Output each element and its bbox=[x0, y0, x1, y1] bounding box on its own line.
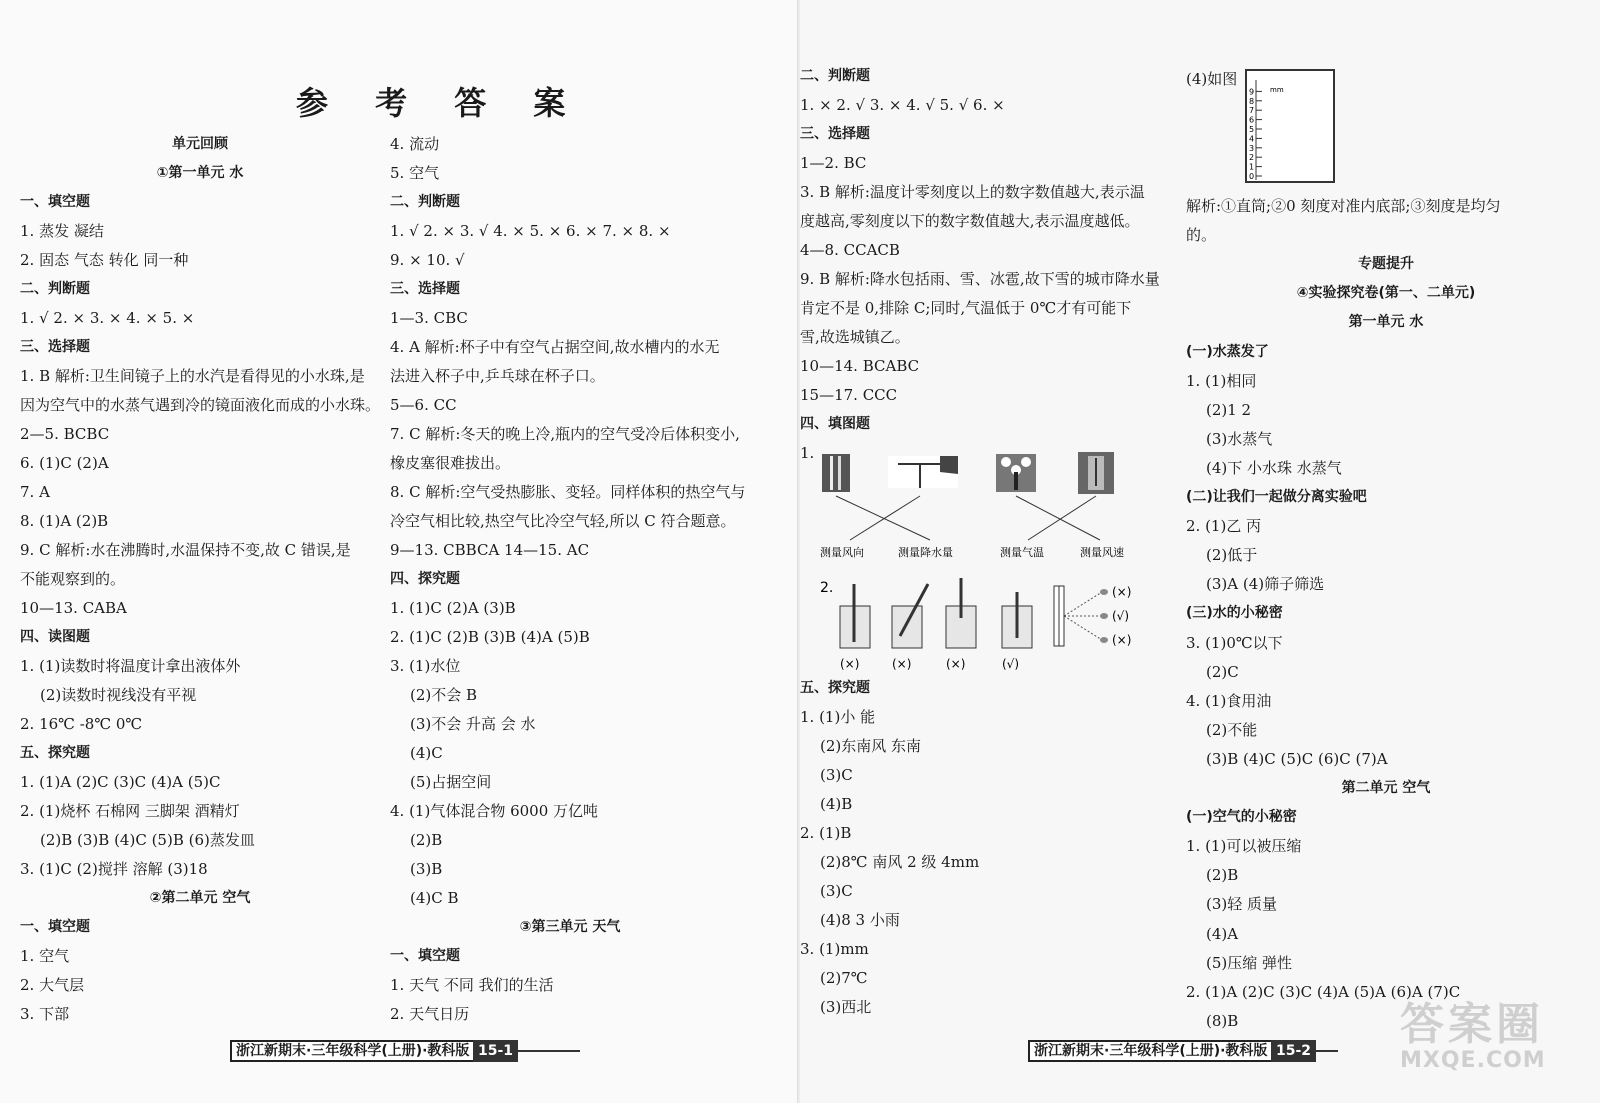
answer-line: 7. C 解析:冬天的晚上冷,瓶内的空气受冷后体积变小, bbox=[390, 425, 740, 443]
answer-line: (2)低于 bbox=[1206, 546, 1258, 565]
answer-line: (2)东南风 东南 bbox=[820, 737, 922, 755]
answer-line: 2. (1)C (2)B (3)B (4)A (5)B bbox=[390, 628, 590, 646]
answer-line: 3. (1)mm bbox=[800, 940, 869, 958]
answer-line: (5)压缩 弹性 bbox=[1206, 953, 1293, 972]
footer-label: 浙江新期末·三年级科学(上册)·教科版 bbox=[230, 1040, 475, 1062]
answer-line: (2)读数时视线没有平视 bbox=[40, 686, 197, 704]
gauge-tick-label: 0 bbox=[1249, 172, 1255, 181]
answer-line: 3. B 解析:温度计零刻度以上的数字数值越大,表示温 bbox=[800, 183, 1145, 201]
section-heading: (三)水的小秘密 bbox=[1186, 605, 1283, 622]
gauge-unit: mm bbox=[1270, 86, 1284, 94]
section-heading: 四、读图题 bbox=[20, 629, 90, 645]
answer-line: 3. 下部 bbox=[20, 1005, 70, 1023]
answer-line: (4)A bbox=[1206, 924, 1239, 943]
answer-line: 1. √ 2. × 3. × 4. × 5. × bbox=[20, 309, 195, 327]
reading-eye-figure bbox=[1054, 585, 1131, 647]
wind-vane-photo bbox=[888, 456, 958, 488]
answer-line: 1—3. CBC bbox=[390, 309, 468, 327]
footer-right bbox=[1028, 1040, 1338, 1062]
footer-label: 浙江新期末·三年级科学(上册)·教科版 bbox=[1028, 1040, 1273, 1062]
answer-line: 雪,故选城镇乙。 bbox=[800, 328, 910, 346]
section-heading: 第二单元 空气 bbox=[1341, 780, 1431, 796]
rain-gauge-figure bbox=[1240, 68, 1340, 188]
answer-line: 6. (1)C (2)A bbox=[20, 454, 109, 472]
answer-line: 4. (1)食用油 bbox=[1186, 691, 1272, 710]
answer-line: 1. (1)读数时将温度计拿出液体外 bbox=[20, 657, 241, 675]
answer-line: 2. (1)A (2)C (3)C (4)A (5)A (6)A (7)C bbox=[1186, 982, 1461, 1001]
answer-line: 2. 天气日历 bbox=[390, 1005, 470, 1023]
section-heading: 二、判断题 bbox=[800, 68, 870, 84]
fig1-label-2: 测量降水量 bbox=[898, 546, 953, 559]
section-heading: 五、探究题 bbox=[800, 680, 870, 696]
gauge-tick-label: 3 bbox=[1249, 143, 1255, 153]
beaker-mark-1: (×) bbox=[840, 657, 860, 671]
answer-line: 1. × 2. √ 3. × 4. √ 5. √ 6. × bbox=[800, 96, 1005, 114]
answer-line: (3)C bbox=[820, 882, 853, 900]
answer-line: 8. (1)A (2)B bbox=[20, 512, 109, 530]
page-number: 15-2 bbox=[1271, 1040, 1316, 1062]
answer-line: 法进入杯子中,乒乓球在杯子口。 bbox=[390, 367, 605, 385]
answer-line: (3)A (4)筛子筛选 bbox=[1206, 575, 1325, 594]
section-heading: 一、填空题 bbox=[20, 194, 90, 210]
section-heading: 二、判断题 bbox=[20, 281, 90, 297]
side-mark-3: (×) bbox=[1112, 633, 1132, 647]
answer-line: (4)B bbox=[820, 795, 853, 813]
answer-line: 肯定不是 0,排除 C;同时,气温低于 0℃才有可能下 bbox=[800, 299, 1132, 317]
section-heading: 三、选择题 bbox=[20, 339, 90, 355]
answer-line: 1. (1)A (2)C (3)C (4)A (5)C bbox=[20, 773, 221, 791]
answer-line: (2)不会 B bbox=[410, 686, 478, 704]
answer-line: (3)西北 bbox=[820, 998, 872, 1016]
thermometer-photo-1 bbox=[822, 454, 850, 492]
gauge-tick-label: 8 bbox=[1249, 96, 1255, 106]
page-title: 参 考 答 案 bbox=[296, 84, 584, 122]
answer-line: (2)B (3)B (4)C (5)B (6)蒸发皿 bbox=[40, 831, 255, 849]
answer-line: 15—17. CCC bbox=[800, 386, 898, 404]
answer-line: 1. (1)可以被压缩 bbox=[1186, 837, 1302, 856]
answer-line: 4. A 解析:杯子中有空气占据空间,故水槽内的水无 bbox=[390, 338, 720, 356]
answer-line: 2. 大气层 bbox=[20, 976, 85, 994]
answer-line: 3. (1)水位 bbox=[390, 657, 461, 675]
gauge-tick-label: 6 bbox=[1249, 115, 1255, 125]
answer-line: 1. (1)C (2)A (3)B bbox=[390, 599, 516, 617]
answer-line: 2. (1)烧杯 石棉网 三脚架 酒精灯 bbox=[20, 802, 240, 820]
answer-line: 2. (1)乙 丙 bbox=[1186, 517, 1262, 536]
answer-line: 2—5. BCBC bbox=[20, 425, 110, 443]
answer-line: (2)不能 bbox=[1206, 720, 1258, 739]
answer-line: 2. (1)B bbox=[800, 824, 852, 842]
gauge-tick-label: 1 bbox=[1249, 162, 1255, 172]
answer-line: 5. 空气 bbox=[390, 164, 440, 182]
section-heading: 第一单元 水 bbox=[1348, 314, 1424, 331]
answer-line: (3)C bbox=[820, 766, 853, 784]
answer-line: 不能观察到的。 bbox=[20, 570, 126, 588]
section-heading: 二、判断题 bbox=[390, 194, 460, 210]
answer-line: 1. (1)相同 bbox=[1186, 371, 1257, 390]
section-heading: ②第二单元 空气 bbox=[149, 890, 251, 906]
answer-line: 9. C 解析:水在沸腾时,水温保持不变,故 C 错误,是 bbox=[20, 541, 351, 559]
beaker-2 bbox=[892, 584, 928, 648]
answer-line: (5)占据空间 bbox=[410, 773, 492, 791]
answer-line: (3)B bbox=[410, 860, 443, 878]
beaker-4 bbox=[1002, 592, 1032, 648]
answer-line: (2)8℃ 南风 2 级 4mm bbox=[820, 853, 980, 871]
answer-line: 10—13. CABA bbox=[20, 599, 127, 617]
answer-line: 1. √ 2. × 3. √ 4. × 5. × 6. × 7. × 8. × bbox=[390, 222, 671, 240]
answer-line: (3)B (4)C (5)C (6)C (7)A bbox=[1206, 749, 1388, 768]
answer-line: 1. bbox=[800, 444, 815, 462]
beaker-mark-3: (×) bbox=[946, 657, 966, 671]
section-heading: (一)空气的小秘密 bbox=[1186, 809, 1297, 826]
answer-line: (2)B bbox=[410, 831, 443, 849]
fig1-label-4: 测量风速 bbox=[1080, 546, 1124, 559]
answer-line: 4. 流动 bbox=[390, 135, 440, 153]
answer-line: 4. (1)气体混合物 6000 万亿吨 bbox=[390, 802, 599, 820]
section-heading: 三、选择题 bbox=[800, 126, 870, 142]
answer-line: 度越高,零刻度以下的数字数值越大,表示温度越低。 bbox=[800, 212, 1140, 230]
answer-line: 冷空气相比较,热空气比冷空气轻,所以 C 符合题意。 bbox=[390, 512, 736, 530]
answer-line: 橡皮塞很难拔出。 bbox=[390, 454, 511, 472]
answer-line: (4)8 3 小雨 bbox=[820, 911, 900, 929]
answer-line: 3. (1)C (2)搅拌 溶解 (3)18 bbox=[20, 860, 208, 878]
gauge-tick-label: 5 bbox=[1249, 125, 1255, 134]
answer-line: 1—2. BC bbox=[800, 154, 867, 172]
gauge-tick-label: 4 bbox=[1249, 134, 1255, 144]
gauge-tick-label: 7 bbox=[1249, 106, 1255, 116]
answer-line: 2. 16℃ -8℃ 0℃ bbox=[20, 715, 143, 733]
answer-line: 9. B 解析:降水包括雨、雪、冰雹,故下雪的城市降水量 bbox=[800, 270, 1160, 288]
answer-line: (4)C B bbox=[410, 889, 459, 907]
answer-line: 9—13. CBBCA 14—15. AC bbox=[390, 541, 590, 559]
page-number: 15-1 bbox=[473, 1040, 518, 1062]
section-heading: ③第三单元 天气 bbox=[519, 919, 621, 935]
answer-line: 解析:①直筒;②0 刻度对准内底部;③刻度是均匀 bbox=[1186, 197, 1501, 215]
right-page bbox=[800, 0, 1600, 1103]
fig1-label-1: 测量风向 bbox=[820, 546, 864, 559]
answer-line: (4)C bbox=[410, 744, 443, 762]
answer-line: (3)不会 升高 会 水 bbox=[410, 715, 536, 733]
section-heading: (一)水蒸发了 bbox=[1186, 343, 1269, 360]
watermark-logo: 答案圈 MXQE.COM bbox=[1400, 999, 1546, 1073]
answer-line: (8)B bbox=[1206, 1011, 1239, 1030]
answer-line: (2)7℃ bbox=[820, 969, 868, 987]
answer-line: 8. C 解析:空气受热膨胀、变轻。同样体积的热空气与 bbox=[390, 483, 746, 501]
answer-line: 1. 天气 不同 我们的生活 bbox=[390, 976, 554, 994]
section-heading: 一、填空题 bbox=[20, 919, 90, 935]
answer-line: 2. 固态 气态 转化 同一种 bbox=[20, 251, 189, 269]
side-mark-1: (×) bbox=[1112, 585, 1132, 599]
gauge-tick-label: 2 bbox=[1249, 153, 1255, 163]
answer-line: 10—14. BCABC bbox=[800, 357, 920, 375]
thermometer-photo-2 bbox=[1078, 452, 1114, 494]
section-heading: 四、探究题 bbox=[390, 571, 460, 587]
thermometer-beaker-figure bbox=[820, 578, 1165, 678]
answer-line: 1. 空气 bbox=[20, 947, 70, 965]
answer-line: 3. (1)0℃以下 bbox=[1186, 633, 1283, 652]
anemometer-photo bbox=[996, 454, 1036, 492]
answer-line: 5—6. CC bbox=[390, 396, 457, 414]
beaker-1 bbox=[840, 584, 870, 648]
fig4-label: (4)如图 bbox=[1186, 70, 1238, 88]
section-heading: 三、选择题 bbox=[390, 281, 460, 297]
answer-line: (2)C bbox=[1206, 662, 1239, 681]
section-heading: 五、探究题 bbox=[20, 745, 90, 761]
section-heading: 单元回顾 bbox=[172, 136, 228, 152]
section-heading: (二)让我们一起做分离实验吧 bbox=[1186, 489, 1367, 505]
beaker-3 bbox=[946, 578, 976, 648]
answer-line: 的。 bbox=[1186, 226, 1217, 245]
section-heading: 专题提升 bbox=[1358, 256, 1414, 273]
side-mark-2: (√) bbox=[1112, 609, 1130, 623]
section-heading: ①第一单元 水 bbox=[156, 165, 244, 181]
beaker-mark-2: (×) bbox=[892, 657, 912, 671]
answer-line: 1. (1)小 能 bbox=[800, 708, 876, 726]
section-heading: ④实验探究卷(第一、二单元) bbox=[1296, 285, 1476, 302]
fig2-number: 2. bbox=[820, 580, 834, 596]
section-heading: 四、填图题 bbox=[800, 416, 870, 432]
answer-line: (3)水蒸气 bbox=[1206, 429, 1273, 448]
answer-line: 1. 蒸发 凝结 bbox=[20, 222, 104, 240]
answer-line: 因为空气中的水蒸气遇到冷的镜面液化而成的小水珠。 bbox=[20, 396, 381, 414]
answer-line: 9. × 10. √ bbox=[390, 251, 465, 269]
instrument-matching-figure bbox=[820, 448, 1160, 560]
answer-line: 4—8. CCACB bbox=[800, 241, 900, 259]
answer-line: (3)轻 质量 bbox=[1206, 895, 1278, 914]
fig1-label-3: 测量气温 bbox=[1000, 546, 1044, 559]
answer-line: (2)B bbox=[1206, 866, 1239, 885]
answer-line: 1. B 解析:卫生间镜子上的水汽是看得见的小水珠,是 bbox=[20, 367, 365, 385]
answer-line: (2)1 2 bbox=[1206, 400, 1252, 419]
answer-line: 7. A bbox=[20, 483, 50, 501]
gauge-tick-label: 9 bbox=[1249, 87, 1255, 97]
section-heading: 一、填空题 bbox=[390, 948, 460, 964]
answer-line: (4)下 小水珠 水蒸气 bbox=[1206, 458, 1342, 477]
footer-left bbox=[230, 1040, 580, 1062]
beaker-mark-4: (√) bbox=[1002, 657, 1020, 671]
